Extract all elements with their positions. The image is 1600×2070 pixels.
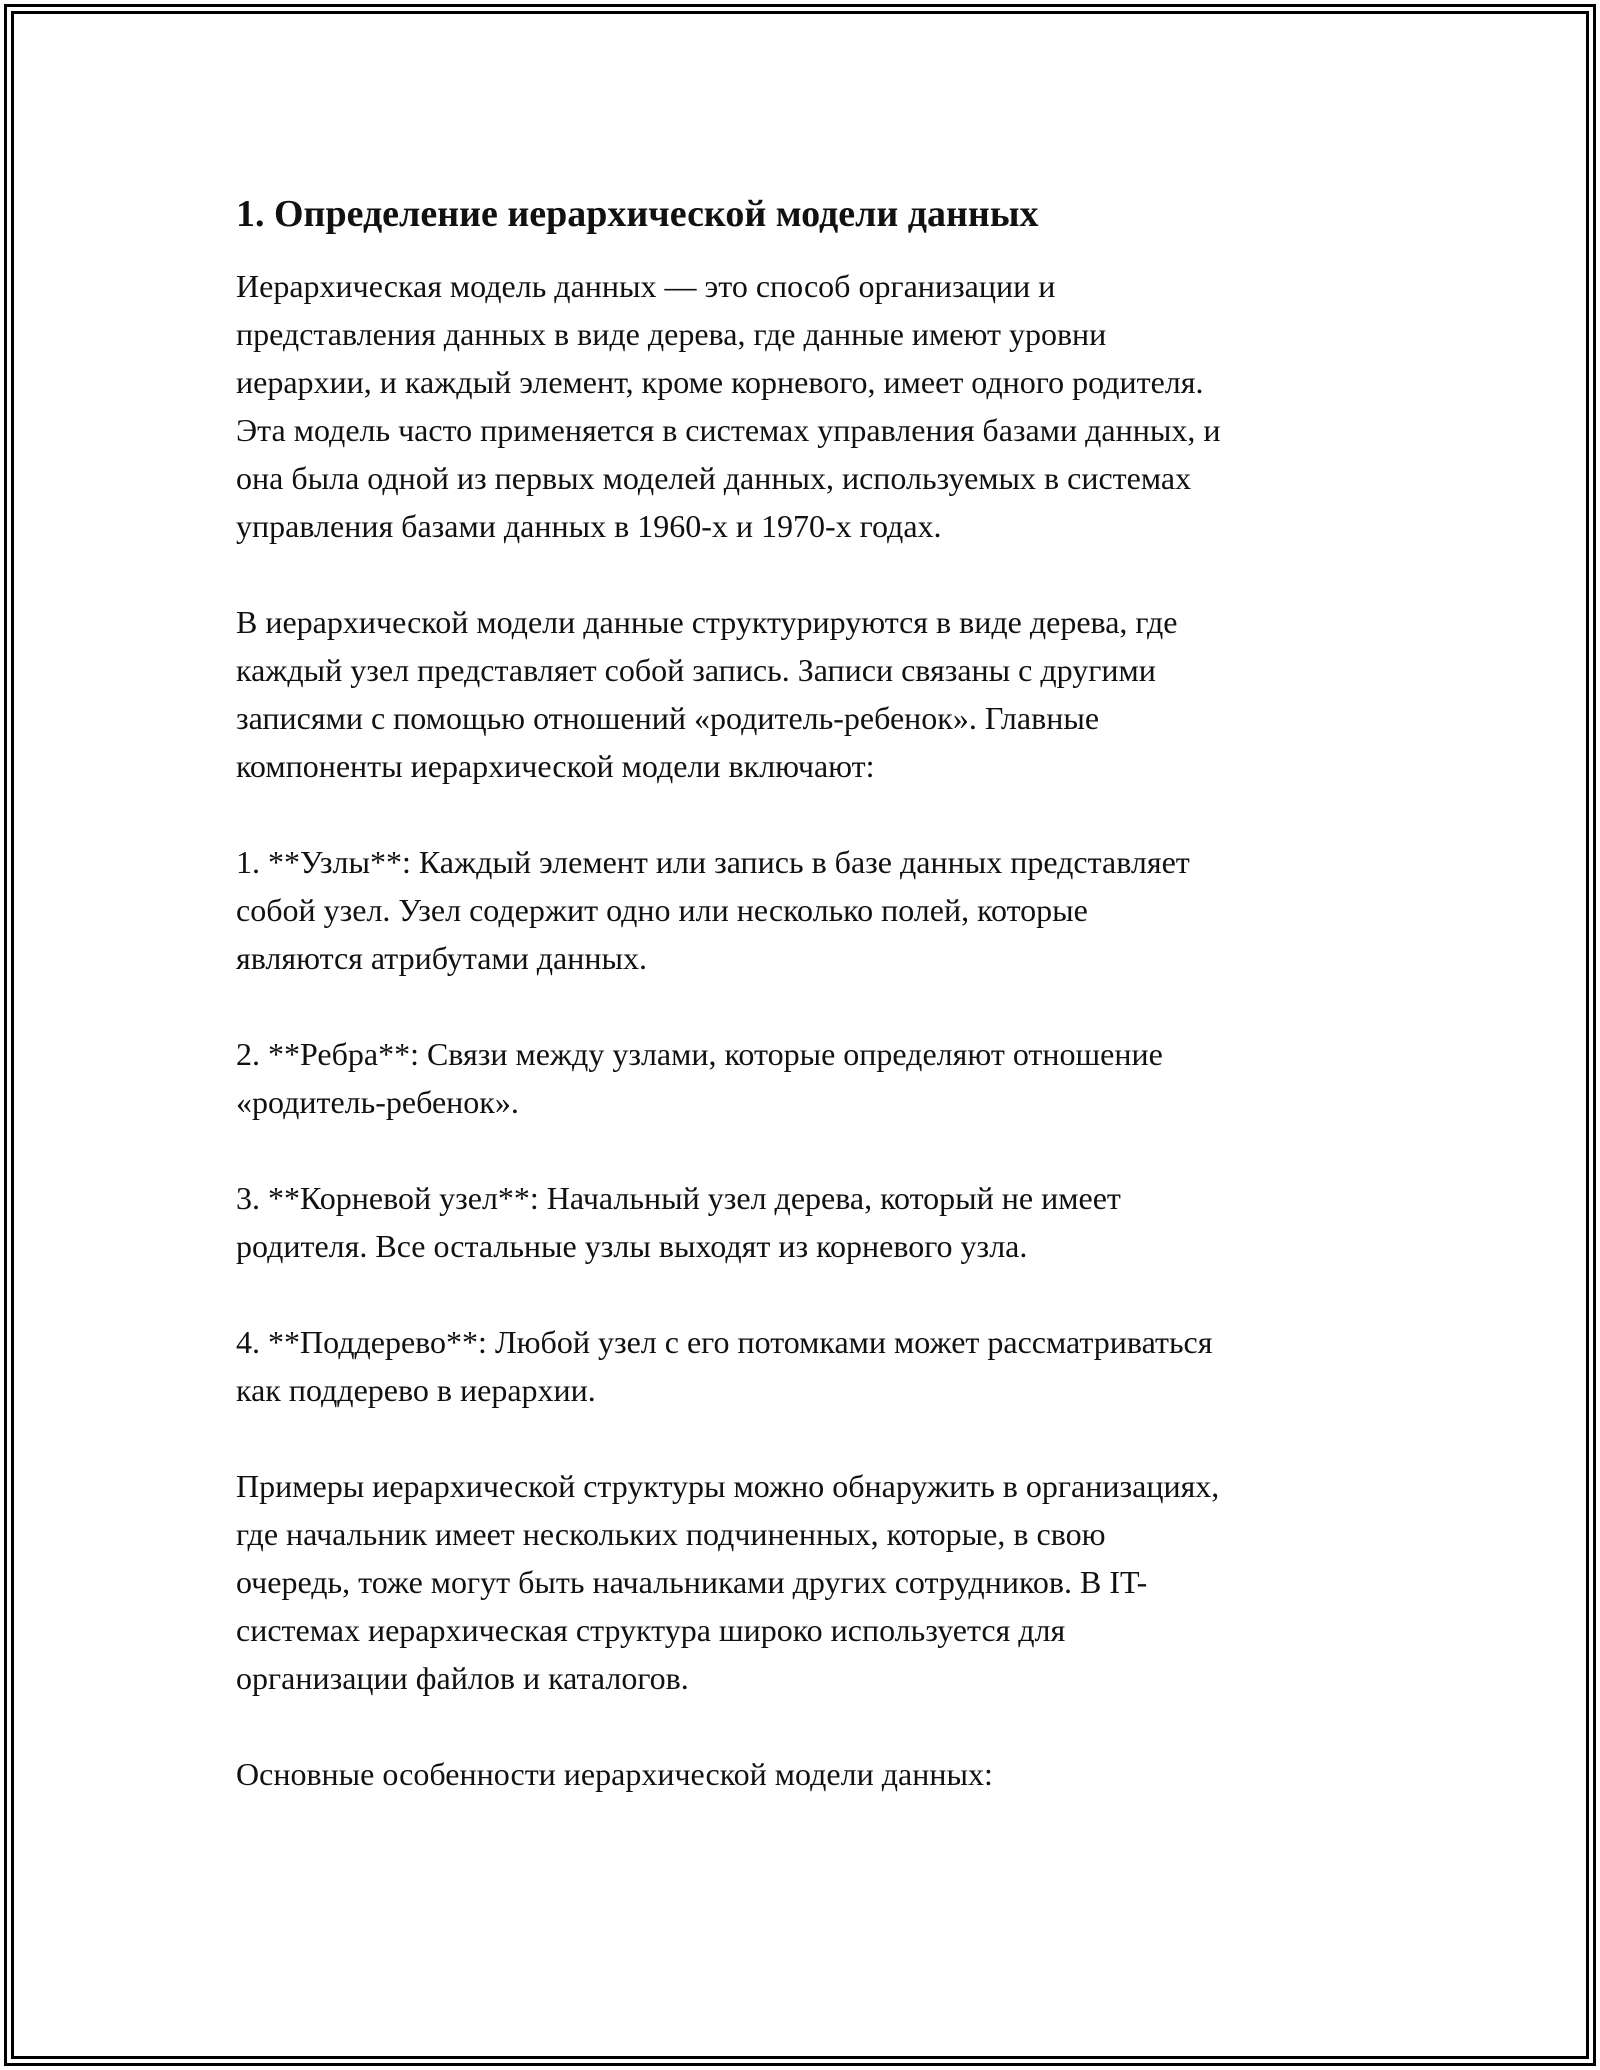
text-line: она была одной из первых моделей данных, используемых в системах: [236, 460, 1192, 496]
text-line: управления базами данных в 1960-х и 1970-х годах.: [236, 508, 942, 544]
text-line: где начальник имеет нескольких подчиненных, которые, в свою: [236, 1516, 1106, 1552]
paragraph-structure: [236, 598, 1386, 790]
text-line: компоненты иерархической модели включают:: [236, 748, 875, 784]
text-line: 1. **Узлы**: Каждый элемент или запись в базе данных представляет: [236, 844, 1190, 880]
list-item-root-node: [236, 1174, 1386, 1270]
text-line: «родитель-ребенок».: [236, 1084, 519, 1120]
text-line: 2. **Ребра**: Связи между узлами, которые определяют отношение: [236, 1036, 1163, 1072]
text-line: Основные особенности иерархической модели данных:: [236, 1756, 993, 1792]
text-line: очередь, тоже могут быть начальниками других сотрудников. В IT-: [236, 1564, 1148, 1600]
paragraph-definition: [236, 262, 1386, 550]
list-item-edges: [236, 1030, 1386, 1126]
text-line: 3. **Корневой узел**: Начальный узел дерева, который не имеет: [236, 1180, 1121, 1216]
text-line: являются атрибутами данных.: [236, 940, 647, 976]
text-line: представления данных в виде дерева, где данные имеют уровни: [236, 316, 1107, 352]
text-line: организации файлов и каталогов.: [236, 1660, 689, 1696]
list-item-subtree: [236, 1318, 1386, 1414]
paragraph-examples: [236, 1462, 1386, 1702]
text-line: Эта модель часто применяется в системах управления базами данных, и: [236, 412, 1221, 448]
text-line: Примеры иерархической структуры можно обнаружить в организациях,: [236, 1468, 1220, 1504]
text-line: системах иерархическая структура широко используется для: [236, 1612, 1066, 1648]
list-item-nodes: [236, 838, 1386, 982]
document-body: [236, 190, 1386, 1846]
section-heading: 1. Определение иерархической модели данных: [236, 193, 1039, 235]
text-line: записями с помощью отношений «родитель-ребенок». Главные: [236, 700, 1100, 736]
text-line: собой узел. Узел содержит одно или несколько полей, которые: [236, 892, 1088, 928]
text-line: иерархии, и каждый элемент, кроме корневого, имеет одного родителя.: [236, 364, 1204, 400]
text-line: родителя. Все остальные узлы выходят из корневого узла.: [236, 1228, 1028, 1264]
text-line: 4. **Поддерево**: Любой узел с его потомками может рассматриваться: [236, 1324, 1213, 1360]
text-line: каждый узел представляет собой запись. Записи связаны с другими: [236, 652, 1156, 688]
text-line: как поддерево в иерархии.: [236, 1372, 596, 1408]
text-line: Иерархическая модель данных — это способ организации и: [236, 268, 1056, 304]
paragraph-features-intro: [236, 1750, 1386, 1798]
text-line: В иерархической модели данные структурируются в виде дерева, где: [236, 604, 1178, 640]
